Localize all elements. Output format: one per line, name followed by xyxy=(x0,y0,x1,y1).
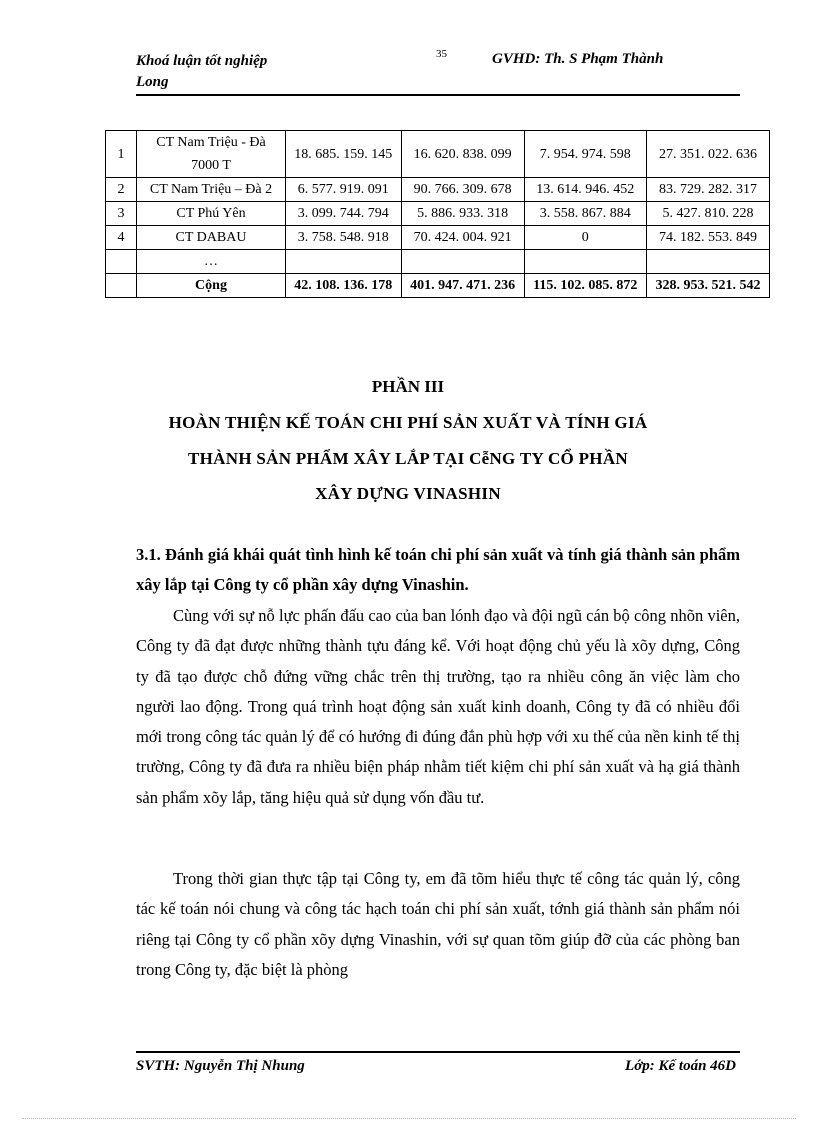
section-heading: 3.1. Đánh giá khái quát tình hình kế toán chi phí sản xuất và tính giá thành sản phẩm xây lắp tại Công ty cổ phần xây dựng Vinashin. xyxy=(136,545,740,595)
cell: 3. 558. 867. 884 xyxy=(524,202,646,226)
thesis-label-cont: Long xyxy=(136,74,169,90)
thesis-label: Khoá luận tốt nghiệp xyxy=(136,53,268,69)
cell: 13. 614. 946. 452 xyxy=(524,178,646,202)
student-label: SVTH: Nguyễn Thị Nhung xyxy=(136,1058,305,1074)
row-no xyxy=(106,250,137,274)
project-name: … xyxy=(137,250,286,274)
page-number: 35 xyxy=(436,48,447,60)
cell: 27. 351. 022. 636 xyxy=(646,131,769,178)
cell: 83. 729. 282. 317 xyxy=(646,178,769,202)
row-no xyxy=(106,274,137,298)
cell xyxy=(524,250,646,274)
page-edge-divider xyxy=(22,1118,796,1119)
total-cell: 115. 102. 085. 872 xyxy=(524,274,646,298)
part-title: PHẦN III xyxy=(371,377,445,396)
paragraph: Trong thời gian thực tập tại Công ty, em đã tõm hiểu thực tế công tác quản lý, công tác kế toán nói chung và công tác hạch toán chi phí sản xuất, tớnh giá thành sản phẩm nói riêng tại Công ty cổ phần xõy dựng Vinashin, với sự quan tõm giúp đỡ của các phòng ban trong Công ty, đặc biệt là phòng xyxy=(136,869,740,979)
table-row xyxy=(106,250,770,274)
project-name: CT Nam Triệu – Đà 2 xyxy=(137,178,286,202)
cost-table xyxy=(105,130,770,298)
part-heading-line-3: XÂY DỰNG VINASHIN xyxy=(315,484,501,503)
cell: 3. 758. 548. 918 xyxy=(286,226,402,250)
project-name: CT Nam Triệu - Đà 7000 T xyxy=(137,131,286,178)
total-cell: 401. 947. 471. 236 xyxy=(401,274,524,298)
cell: 90. 766. 309. 678 xyxy=(401,178,524,202)
cell: 3. 099. 744. 794 xyxy=(286,202,402,226)
part-heading-line-1: HOÀN THIỆN KẾ TOÁN CHI PHÍ SẢN XUẤT VÀ TÍNH GIÁ xyxy=(168,413,648,432)
table-row xyxy=(106,131,770,178)
cell: 18. 685. 159. 145 xyxy=(286,131,402,178)
cell: 6. 577. 919. 091 xyxy=(286,178,402,202)
project-name: CT Phú Yên xyxy=(137,202,286,226)
part-heading-line-2: THÀNH SẢN PHẨM XÂY LẮP TẠI CễNG TY CỔ PHẦN xyxy=(188,449,628,468)
total-cell: 42. 108. 136. 178 xyxy=(286,274,402,298)
table-row xyxy=(106,226,770,250)
cell: 0 xyxy=(524,226,646,250)
row-no: 3 xyxy=(106,202,137,226)
cell: 5. 427. 810. 228 xyxy=(646,202,769,226)
class-label: Lớp: Kế toán 46D xyxy=(625,1058,736,1074)
cell: 5. 886. 933. 318 xyxy=(401,202,524,226)
cell: 16. 620. 838. 099 xyxy=(401,131,524,178)
supervisor-label: GVHD: Th. S Phạm Thành xyxy=(492,51,664,67)
page-header xyxy=(136,48,740,96)
total-row xyxy=(106,274,770,298)
cell xyxy=(646,250,769,274)
total-label: Cộng xyxy=(137,274,286,298)
header-left xyxy=(136,51,326,93)
row-no: 2 xyxy=(106,178,137,202)
page-footer xyxy=(136,1051,740,1074)
cell xyxy=(401,250,524,274)
cell: 74. 182. 553. 849 xyxy=(646,226,769,250)
cell xyxy=(286,250,402,274)
paragraph: Cùng với sự nỗ lực phấn đấu cao của ban lónh đạo và đội ngũ cán bộ công nhõn viên, Công ty đã đạt được những thành tựu đáng kể. Với hoạt động chủ yếu là xõy dựng, Công ty đã tạo được chỗ đứng vững chắc trên thị trường, tạo ra nhiều công ăn việc làm cho người lao động. Trong quá trình hoạt động sản xuất kinh doanh, Công ty đã có nhiều đổi mới trong công tác quản lý để có hướng đi đúng đắn phù hợp với xu thế của nền kinh tế thị trường, Công ty đã đưa ra nhiều biện pháp nhằm tiết kiệm chi phí sản xuất và hạ giá thành sản phẩm xõy lắp, tăng hiệu quả sử dụng vốn đầu tư. xyxy=(136,606,740,807)
total-cell: 328. 953. 521. 542 xyxy=(646,274,769,298)
cell: 7. 954. 974. 598 xyxy=(524,131,646,178)
table-row xyxy=(106,178,770,202)
project-name: CT DABAU xyxy=(137,226,286,250)
row-no: 1 xyxy=(106,131,137,178)
row-no: 4 xyxy=(106,226,137,250)
cell: 70. 424. 004. 921 xyxy=(401,226,524,250)
table-row xyxy=(106,202,770,226)
